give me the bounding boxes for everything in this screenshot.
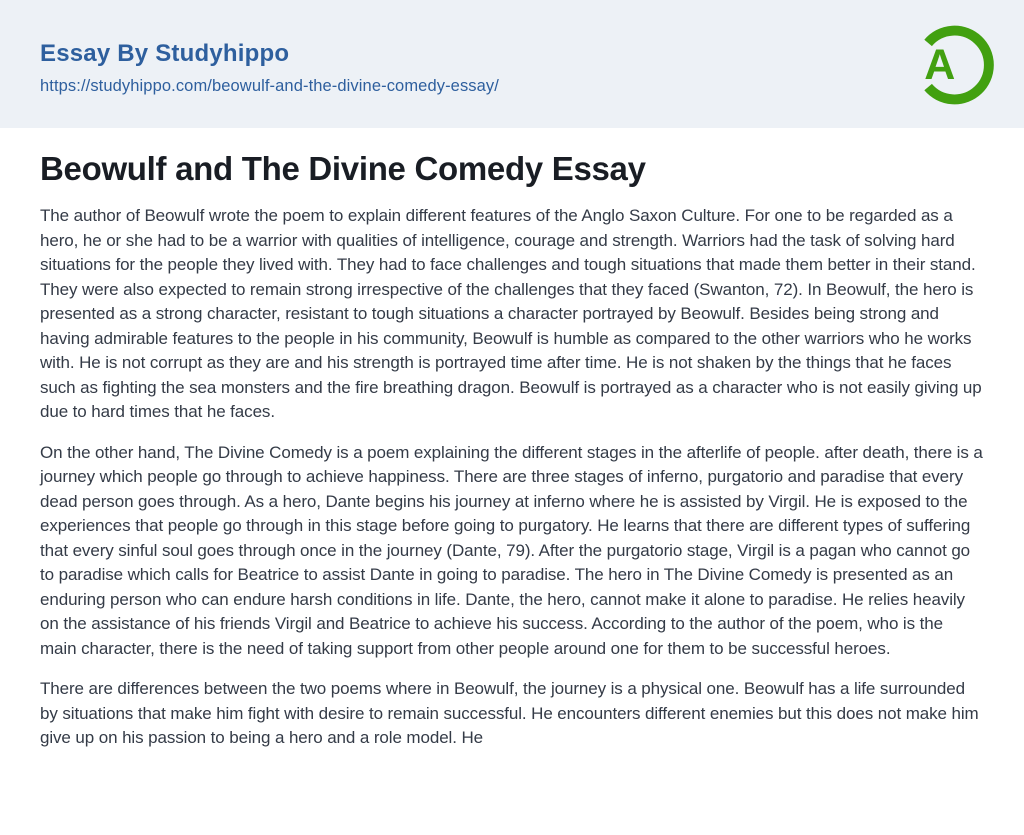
essay-paragraph-1: The author of Beowulf wrote the poem to explain different features of the Anglo Saxon Culture. For one to be regarded as a hero, he or she had to be a warrior with qualities of intelligence, courage and strength. Warriors had the task of solving hard situations for the people they lived with. They had to face challenges and tough situations that made them better in their stand. They were also expected to remain strong irrespective of the challenges that they faced (Swanton, 72). In Beowulf, the hero is presented as a strong character, resistant to tough situations a character portrayed by Beowulf. Besides being strong and having admirable features to the people in his community, Beowulf is humble as compared to the other warriors who he works with. He is not corrupt as they are and his strength is portrayed time after time. He is not shaken by the things that he faces such as fighting the sea monsters and the fire breathing dragon. Beowulf is portrayed as a character who is not easily giving up due to hard times that he faces.	[40, 206, 982, 421]
logo-letter-a: A	[924, 40, 956, 89]
essay-url-link[interactable]: https://studyhippo.com/beowulf-and-the-divine-comedy-essay/	[40, 77, 499, 95]
logo-ring-icon	[908, 19, 994, 111]
essay-paragraph-2: On the other hand, The Divine Comedy is a poem explaining the different stages in the afterlife of people. after death, there is a journey which people go through to achieve happiness. There are three stages of inferno, purgatorio and paradise that every dead person goes through. As a hero, Dante begins his journey at inferno where he is assisted by Virgil. He is exposed to the experiences that people go through in this stage before going to purgatory. He learns that there are different types of suffering that every sinful soul goes through once in the journey (Dante, 79). After the purgatorio stage, Virgil is a pagan who cannot go to paradise which calls for Beatrice to assist Dante in going to paradise. The hero in The Divine Comedy is presented as an enduring person who can endure harsh conditions in life. Dante, the hero, cannot make it alone to paradise. He relies heavily on the assistance of his friends Virgil and Beatrice to achieve his success. According to the author of the poem, who is the main character, there is the need of taking support from other people around one for them to be successful heroes.	[40, 442, 983, 658]
site-header	[0, 0, 1024, 128]
essay-paragraph-3: There are differences between the two poems where in Beowulf, the journey is a physical one. Beowulf has a life surrounded by situations that make him fight with desire to remain successful. He encounters different enemies but this does not make him give up on his passion to being a hero and a role model. He	[40, 679, 979, 747]
studyhippo-logo-icon	[908, 19, 994, 111]
essay-title: Beowulf and The Divine Comedy Essay	[40, 150, 646, 187]
site-title: Essay By Studyhippo	[40, 40, 290, 67]
header-text-block	[40, 32, 499, 96]
essay-article	[0, 149, 1024, 751]
